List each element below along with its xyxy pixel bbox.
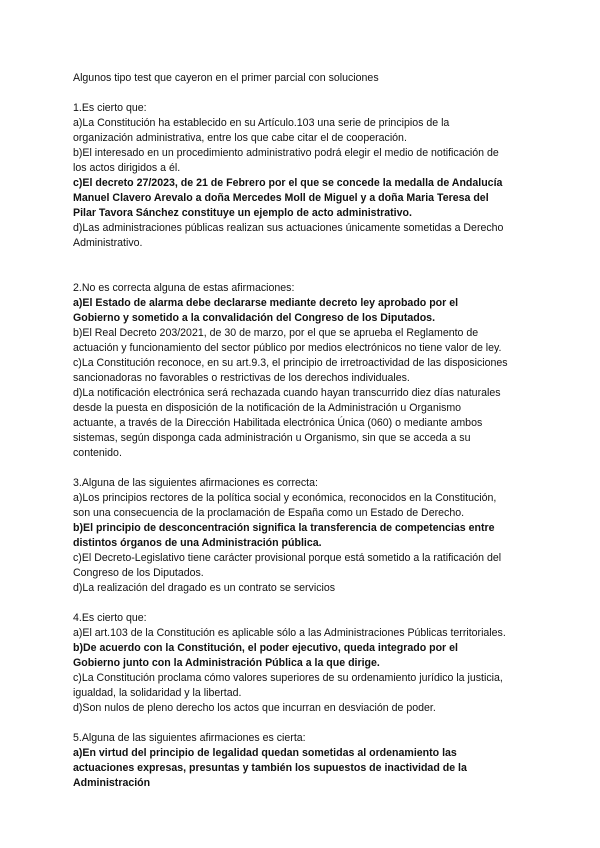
option-a: a)El art.103 de la Constitución es aplicable sólo a las Administraciones Públicas territoriales. [73,627,506,639]
document-content [73,71,533,791]
option-a: a)La Constitución ha establecido en su Artículo.103 una serie de principios de la organización administrativa, entre los que cabe citar el de cooperación. [73,117,450,144]
question-stem: 2.No es correcta alguna de estas afirmaciones: [73,282,295,294]
option-d: d)Son nulos de pleno derecho los actos que incurran en desviación de poder. [73,702,436,714]
question-5 [73,731,533,791]
question-stem: 1.Es cierto que: [73,102,147,114]
option-b: b)El interesado en un procedimiento administrativo podrá elegir el medio de notificación de los actos dirigidos a él. [73,147,499,174]
document-title: Algunos tipo test que cayeron en el primer parcial con soluciones [73,72,379,84]
option-b: b)El Real Decreto 203/2021, de 30 de marzo, por el que se aprueba el Reglamento de actuación y funcionamiento del sector público por medios electrónicos no tiene valor de ley. [73,327,502,354]
option-c: c)La Constitución proclama cómo valores superiores de su ordenamiento jurídico la justicia, igualdad, la solidaridad y la libertad. [73,672,503,699]
option-d: d)La notificación electrónica será rechazada cuando hayan transcurrido diez días naturales desde la puesta en disposición de la notificación de la Administración u Organismo actuante, a través de la Dirección Habilitada electrónica Única (060) o mediante ambos sistemas, según disponga cada administración u Organismo, sin que se acceda a su contenido. [73,387,501,459]
question-stem: 3.Alguna de las siguientes afirmaciones es correcta: [73,477,318,489]
option-c: c)El Decreto-Legislativo tiene carácter provisional porque está sometido a la ratificación del Congreso de los Diputados. [73,552,502,579]
question-2 [73,281,533,461]
question-3 [73,476,533,596]
option-a-correct: a)El Estado de alarma debe declararse mediante decreto ley aprobado por el Gobierno y sometido a la convalidación del Congreso de los Diputados. [73,297,459,324]
option-a-correct: a)En virtud del principio de legalidad quedan sometidas al ordenamiento las actuaciones expresas, presuntas y también los supuestos de inactividad de la Administración [73,747,467,789]
question-stem: 4.Es cierto que: [73,612,147,624]
option-b-correct: b)El principio de desconcentración significa la transferencia de competencias entre distintos órganos de una Administración pública. [73,522,495,549]
option-a: a)Los principios rectores de la política social y económica, reconocidos en la Constitución, son una consecuencia de la proclamación de España como un Estado de Derecho. [73,492,497,519]
option-b-correct: b)De acuerdo con la Constitución, el poder ejecutivo, queda integrado por el Gobierno junto con la Administración Pública a la que dirige. [73,642,458,669]
option-d: d)Las administraciones públicas realizan sus actuaciones únicamente sometidas a Derecho Administrativo. [73,222,504,249]
option-c: c)La Constitución reconoce, en su art.9.3, el principio de irretroactividad de las disposiciones sancionadoras no favorables o restrictivas de los derechos individuales. [73,357,508,384]
question-1 [73,101,533,251]
question-stem: 5.Alguna de las siguientes afirmaciones es cierta: [73,732,306,744]
question-4 [73,611,533,716]
option-c-correct: c)El decreto 27/2023, de 21 de Febrero por el que se concede la medalla de Andalucía Manuel Clavero Arevalo a doña Mercedes Moll de Miguel y a doña Maria Teresa del Pilar Tavora Sánchez constituye un ejemplo de acto administrativo. [73,177,503,219]
option-d: d)La realización del dragado es un contrato se servicios [73,582,336,594]
